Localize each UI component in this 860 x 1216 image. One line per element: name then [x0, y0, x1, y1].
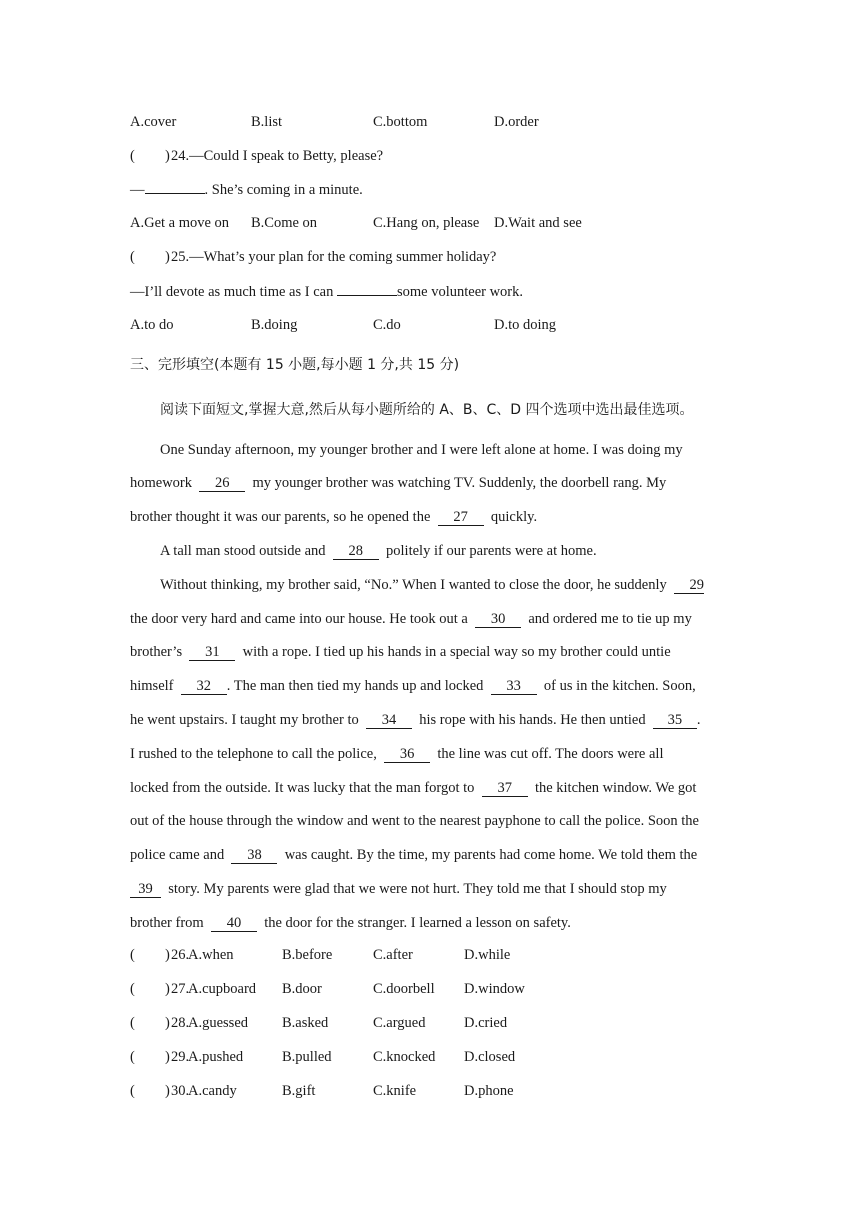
blank-40[interactable]: 40	[211, 915, 257, 932]
option-b: B.asked	[282, 1015, 329, 1031]
option-b: B.gift	[282, 1083, 316, 1099]
option-b: B.door	[282, 981, 322, 997]
q24-option-c: C.Hang on, please	[373, 215, 480, 231]
q25-option-d: D.to doing	[494, 317, 557, 333]
blank-30[interactable]: 30	[475, 611, 521, 628]
passage-line: brother thought it was our parents, so he opened the 27 quickly.	[130, 509, 538, 525]
option-a: A.cupboard	[188, 981, 257, 997]
q23-option-d: D.order	[494, 114, 539, 130]
answer-paren-close: )	[165, 947, 170, 963]
option-b: B.before	[282, 947, 333, 963]
blank-31[interactable]: 31	[189, 644, 235, 661]
option-d: D.phone	[464, 1083, 514, 1099]
option-c: C.knife	[373, 1083, 417, 1099]
question-number: 29.	[171, 1049, 190, 1065]
q25-option-a: A.to do	[130, 317, 174, 333]
question-number: 30.	[171, 1083, 190, 1099]
answer-paren-open[interactable]: (	[130, 1015, 135, 1031]
q25-option-c: C.do	[373, 317, 401, 333]
option-d: D.cried	[464, 1015, 508, 1031]
q23-option-c: C.bottom	[373, 114, 428, 130]
q24-option-a: A.Get a move on	[130, 215, 230, 231]
option-c: C.doorbell	[373, 981, 435, 997]
blank-39[interactable]: 39	[130, 881, 161, 898]
blank-33[interactable]: 33	[491, 678, 537, 695]
q24-option-b: B.Come on	[251, 215, 318, 231]
passage-line: I rushed to the telephone to call the police, 36 the line was cut off. The doors were all	[130, 746, 664, 762]
option-d: D.closed	[464, 1049, 516, 1065]
passage-line: himself 32 . The man then tied my hands up and locked 33 of us in the kitchen. Soon,	[130, 678, 696, 694]
option-b: B.pulled	[282, 1049, 332, 1065]
q24-blank[interactable]	[145, 193, 205, 194]
passage-line: A tall man stood outside and 28 politely if our parents were at home.	[160, 543, 597, 559]
blank-37[interactable]: 37	[482, 780, 528, 797]
q25-option-b: B.doing	[251, 317, 298, 333]
blank-29[interactable]: 29	[674, 577, 704, 594]
blank-36[interactable]: 36	[384, 746, 430, 763]
q24-stem: 24.—Could I speak to Betty, please?	[171, 148, 384, 164]
answer-paren-close: )	[165, 148, 170, 164]
blank-38[interactable]: 38	[231, 847, 277, 864]
blank-32[interactable]: 32	[181, 678, 227, 695]
q24-option-d: D.Wait and see	[494, 215, 582, 231]
passage-line: brother from 40 the door for the stranger. I learned a lesson on safety.	[130, 915, 571, 931]
answer-paren-close: )	[165, 981, 170, 997]
question-number: 28.	[171, 1015, 190, 1031]
passage-line: One Sunday afternoon, my younger brother and I were left alone at home. I was doing my	[160, 442, 683, 458]
passage-line: he went upstairs. I taught my brother to 34 his rope with his hands. He then untied 35 .	[130, 712, 701, 728]
passage-line: brother’s 31 with a rope. I tied up his hands in a special way so my brother could untie	[130, 644, 671, 660]
q23-option-a: A.cover	[130, 114, 177, 130]
question-number: 26.	[171, 947, 190, 963]
passage-line: homework 26 my younger brother was watching TV. Suddenly, the doorbell rang. My	[130, 475, 667, 491]
option-c: C.after	[373, 947, 413, 963]
passage-line: 39 story. My parents were glad that we were not hurt. They told me that I should stop my	[130, 880, 667, 898]
blank-35[interactable]: 35	[653, 712, 697, 729]
answer-paren-open[interactable]: (	[130, 1083, 135, 1099]
answer-paren-open[interactable]: (	[130, 1049, 135, 1065]
blank-27[interactable]: 27	[438, 509, 484, 526]
passage-line: police came and 38 was caught. By the time, my parents had come home. We told them the	[130, 847, 698, 863]
option-d: D.window	[464, 981, 525, 997]
q25-reply: —I’ll devote as much time as I can some volunteer work.	[130, 284, 524, 300]
option-a: A.candy	[188, 1083, 237, 1099]
answer-paren-open[interactable]: (	[130, 947, 135, 963]
blank-26[interactable]: 26	[199, 475, 245, 492]
option-a: A.pushed	[188, 1049, 244, 1065]
option-c: C.knocked	[373, 1049, 436, 1065]
q25-blank[interactable]	[337, 295, 397, 296]
passage-line: Without thinking, my brother said, “No.” When I wanted to close the door, he suddenly 29	[160, 577, 705, 593]
passage-line: locked from the outside. It was lucky that the man forgot to 37 the kitchen window. We got	[130, 780, 697, 796]
answer-paren-close: )	[165, 1083, 170, 1099]
option-d: D.while	[464, 947, 511, 963]
section-instruction: 阅读下面短文,掌握大意,然后从每小题所给的 A、B、C、D 四个选项中选出最佳选项。	[160, 402, 694, 418]
passage-line: out of the house through the window and went to the nearest payphone to call the police. Soon the	[130, 813, 699, 829]
answer-paren-close: )	[165, 1015, 170, 1031]
q25-stem: 25.—What’s your plan for the coming summer holiday?	[171, 249, 497, 265]
question-number: 27.	[171, 981, 190, 997]
answer-paren-open: (	[130, 249, 135, 265]
section-title: 三、完形填空(本题有 15 小题,每小题 1 分,共 15 分)	[130, 357, 460, 373]
blank-28[interactable]: 28	[333, 543, 379, 560]
q23-option-b: B.list	[251, 114, 283, 130]
q24-reply: — . She’s coming in a minute.	[130, 182, 363, 198]
option-c: C.argued	[373, 1015, 426, 1031]
answer-paren-open: (	[130, 148, 135, 164]
passage-line: the door very hard and came into our house. He took out a 30 and ordered me to tie up my	[130, 611, 692, 627]
answer-paren-open[interactable]: (	[130, 981, 135, 997]
answer-paren-close: )	[165, 249, 170, 265]
option-a: A.guessed	[188, 1015, 249, 1031]
option-a: A.when	[188, 947, 234, 963]
blank-34[interactable]: 34	[366, 712, 412, 729]
answer-paren-close: )	[165, 1049, 170, 1065]
